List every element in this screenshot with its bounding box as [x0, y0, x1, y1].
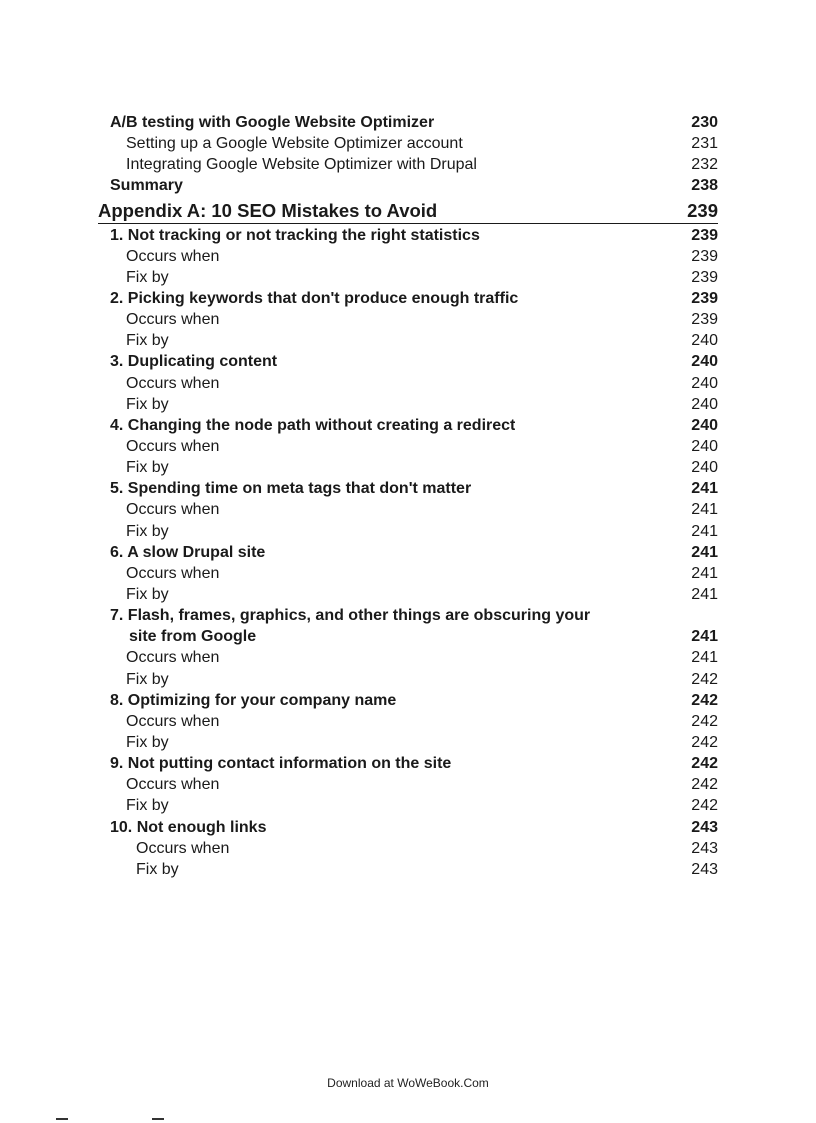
toc-subentry-page: 240	[691, 459, 718, 477]
toc-entry-title: A/B testing with Google Website Optimizer	[110, 114, 435, 131]
toc-subentry-page: 240	[691, 374, 718, 392]
toc-entry[interactable]	[98, 133, 718, 154]
toc-entry[interactable]	[98, 605, 718, 647]
toc-entry-title: Summary	[110, 177, 183, 195]
toc-entry-page: 242	[691, 755, 718, 773]
table-of-contents	[98, 112, 718, 880]
toc-subentry-page: 239	[691, 268, 718, 286]
toc-entry-title-line1: 7. Flash, frames, graphics, and other things are obscuring your	[110, 607, 591, 625]
toc-subentry[interactable]	[98, 457, 718, 478]
download-footer: Download at WoWeBook.Com	[327, 1076, 489, 1090]
toc-subentry[interactable]	[98, 499, 718, 520]
toc-entry-title: 10. Not enough links	[110, 818, 267, 836]
toc-subentry[interactable]	[98, 436, 718, 457]
toc-subentry-title: Fix by	[126, 459, 169, 477]
toc-entry-page: 231	[691, 135, 718, 153]
toc-entry-page: 230	[691, 114, 718, 131]
toc-subentry[interactable]	[98, 795, 718, 816]
corner-mark-right	[152, 1118, 164, 1120]
toc-subentry-page: 242	[691, 733, 718, 751]
toc-entry[interactable]	[98, 175, 718, 196]
toc-subentry-page: 240	[691, 395, 718, 413]
toc-subentry-title: Fix by	[126, 797, 169, 815]
toc-entry[interactable]	[98, 690, 718, 711]
toc-subentry[interactable]	[98, 838, 718, 859]
toc-entry[interactable]	[98, 753, 718, 774]
toc-subentry-title: Occurs when	[126, 649, 220, 667]
toc-subentry-title: Fix by	[126, 395, 169, 413]
toc-subentry-title: Fix by	[136, 860, 179, 878]
toc-entry[interactable]	[98, 478, 718, 499]
toc-subentry-page: 239	[691, 311, 718, 329]
toc-entry-page: 243	[691, 818, 718, 836]
toc-entry-title: Setting up a Google Website Optimizer account	[126, 135, 463, 153]
toc-subentry[interactable]	[98, 330, 718, 351]
toc-subentry-title: Occurs when	[126, 437, 220, 455]
toc-entry-title: 2. Picking keywords that don't produce enough traffic	[110, 289, 519, 307]
toc-subentry[interactable]	[98, 859, 718, 880]
page-corner-marks	[56, 1118, 166, 1121]
toc-entry[interactable]	[98, 817, 718, 838]
toc-entry-title: 5. Spending time on meta tags that don't matter	[110, 480, 472, 498]
toc-subentry[interactable]	[98, 309, 718, 330]
toc-subentry-title: Occurs when	[126, 564, 220, 582]
appendix-page: 239	[687, 199, 718, 221]
toc-subentry[interactable]	[98, 732, 718, 753]
toc-entry[interactable]	[98, 225, 718, 246]
toc-subentry[interactable]	[98, 669, 718, 690]
appendix-title: Appendix A: 10 SEO Mistakes to Avoid	[98, 199, 438, 221]
toc-subentry-title: Occurs when	[126, 776, 220, 794]
toc-entry[interactable]	[98, 542, 718, 563]
toc-subentry[interactable]	[98, 584, 718, 605]
toc-entry-page: 239	[691, 226, 718, 244]
toc-entry-title-line2: site from Google	[129, 628, 257, 646]
toc-subentry-page: 241	[691, 501, 718, 519]
toc-entry-title: 1. Not tracking or not tracking the right statistics	[110, 226, 480, 244]
toc-entry-page: 240	[691, 416, 718, 434]
toc-entry-title: Integrating Google Website Optimizer with Drupal	[126, 156, 477, 174]
toc-subentry-title: Occurs when	[136, 839, 230, 857]
toc-subentry-page: 242	[691, 670, 718, 688]
toc-entry-page: 239	[691, 289, 718, 307]
toc-entry-title	[110, 605, 640, 647]
toc-subentry-title: Occurs when	[126, 374, 220, 392]
toc-subentry-page: 242	[691, 776, 718, 794]
toc-entry-page: 240	[691, 353, 718, 371]
toc-entry-title: 4. Changing the node path without creating a redirect	[110, 416, 516, 434]
toc-subentry-page: 242	[691, 712, 718, 730]
toc-entry-page: 232	[691, 156, 718, 174]
toc-entry-page: 241	[691, 543, 718, 561]
toc-subentry-page: 240	[691, 437, 718, 455]
toc-subentry[interactable]	[98, 774, 718, 795]
toc-subentry-page: 241	[691, 649, 718, 667]
appendix-heading[interactable]	[98, 198, 718, 224]
toc-subentry-page: 241	[691, 585, 718, 603]
toc-entry-title: 6. A slow Drupal site	[110, 543, 266, 561]
toc-entry-page: 241	[691, 628, 718, 646]
toc-subentry-title: Occurs when	[126, 247, 220, 265]
toc-subentry-title: Fix by	[126, 585, 169, 603]
toc-subentry-page: 241	[691, 564, 718, 582]
toc-entry[interactable]	[98, 351, 718, 372]
toc-subentry-title: Fix by	[126, 670, 169, 688]
toc-subentry[interactable]	[98, 647, 718, 668]
toc-subentry-title: Occurs when	[126, 311, 220, 329]
toc-entry[interactable]	[98, 415, 718, 436]
toc-entry[interactable]	[98, 288, 718, 309]
toc-subentry[interactable]	[98, 711, 718, 732]
toc-subentry-page: 240	[691, 332, 718, 350]
toc-entry[interactable]	[98, 154, 718, 175]
toc-subentry[interactable]	[98, 267, 718, 288]
toc-subentry[interactable]	[98, 373, 718, 394]
toc-subentry-title: Occurs when	[126, 712, 220, 730]
toc-entry[interactable]	[98, 112, 718, 133]
toc-entry-title: 8. Optimizing for your company name	[110, 691, 397, 709]
toc-entry-page: 242	[691, 691, 718, 709]
corner-mark-left	[56, 1118, 68, 1120]
toc-entry-page: 241	[691, 480, 718, 498]
toc-subentry-page: 243	[691, 860, 718, 878]
toc-subentry-title: Fix by	[126, 733, 169, 751]
toc-subentry[interactable]	[98, 246, 718, 267]
toc-entry-title: 3. Duplicating content	[110, 353, 278, 371]
toc-subentry-page: 243	[691, 839, 718, 857]
toc-subentry-title: Fix by	[126, 522, 169, 540]
toc-subentry-title: Fix by	[126, 268, 169, 286]
toc-subentry[interactable]	[98, 521, 718, 542]
toc-subentry-page: 242	[691, 797, 718, 815]
toc-subentry-page: 241	[691, 522, 718, 540]
toc-subentry[interactable]	[98, 563, 718, 584]
toc-entry-page: 238	[691, 177, 718, 195]
toc-subentry-title: Fix by	[126, 332, 169, 350]
toc-subentry-title: Occurs when	[126, 501, 220, 519]
toc-entry-title: 9. Not putting contact information on the site	[110, 755, 452, 773]
toc-subentry[interactable]	[98, 394, 718, 415]
toc-subentry-page: 239	[691, 247, 718, 265]
